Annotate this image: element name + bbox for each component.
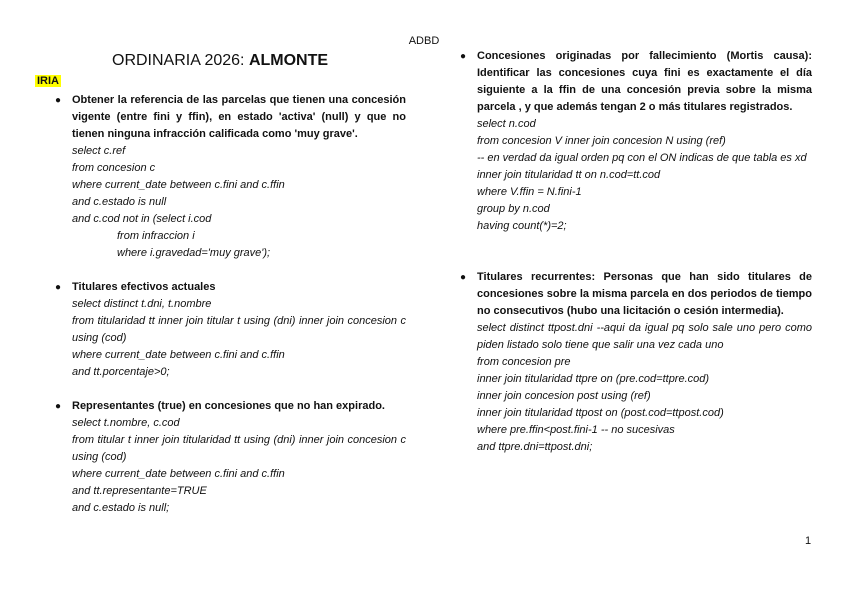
code-line: where V.ffin = N.fini-1 bbox=[477, 186, 582, 198]
code-line: from infraccion i bbox=[117, 230, 195, 242]
right-column bbox=[460, 48, 812, 456]
code-line: select n.cod bbox=[477, 118, 536, 130]
code-line: select c.ref bbox=[72, 145, 126, 157]
code-line: where current_date between c.fini and c.ffin bbox=[72, 349, 285, 361]
code-line: group by n.cod bbox=[477, 203, 550, 215]
code-line: having count(*)=2; bbox=[477, 220, 567, 232]
list-item bbox=[55, 279, 406, 381]
bullet-icon: ● bbox=[55, 282, 62, 293]
code-line: inner join titularidad ttpost on (post.cod=ttpost.cod) bbox=[477, 407, 724, 419]
sql-code bbox=[72, 415, 406, 517]
page-number: 1 bbox=[805, 535, 812, 547]
left-column bbox=[55, 92, 406, 517]
page-title bbox=[112, 52, 328, 70]
code-line: from titularidad tt inner join titular t using (dni) inner join concesion c using (cod) bbox=[72, 315, 406, 344]
code-line: from concesion c bbox=[72, 162, 156, 174]
question-text: Representantes (true) en concesiones que no han expirado. bbox=[72, 400, 385, 412]
sql-code bbox=[72, 143, 406, 262]
code-line: inner join titularidad ttpre on (pre.cod=ttpre.cod) bbox=[477, 373, 710, 385]
code-line: where pre.ffin<post.fini-1 -- no sucesivas bbox=[477, 424, 675, 436]
code-line: inner join titularidad tt on n.cod=tt.cod bbox=[477, 169, 661, 181]
page-header: ADBD bbox=[408, 35, 440, 47]
bullet-icon: ● bbox=[460, 272, 467, 283]
bullet-icon: ● bbox=[55, 401, 62, 412]
code-line: -- en verdad da igual orden pq con el ON indicas de que tabla es xd bbox=[477, 152, 807, 164]
code-line: where current_date between c.fini and c.ffin bbox=[72, 468, 285, 480]
question-text: Titulares recurrentes: Personas que han sido titulares de concesiones sobre la misma parcela en dos periodos de tiempo no consecutivos (hubo una licitación o cesión intermedia). bbox=[477, 271, 812, 317]
question-text: Concesiones originadas por fallecimiento (Mortis causa): Identificar las concesiones cuya fini es exactamente el día siguiente a la ffin de una concesión previa sobre la misma parcela , y que además tengan 2 o más titulares registrados. bbox=[477, 50, 812, 113]
code-line: from concesion pre bbox=[477, 356, 571, 368]
code-line: and tt.representante=TRUE bbox=[72, 485, 207, 497]
code-line: and ttpre.dni=ttpost.dni; bbox=[477, 441, 593, 453]
bullet-icon: ● bbox=[460, 51, 467, 62]
code-line: where current_date between c.fini and c.ffin bbox=[72, 179, 285, 191]
title-prefix: ORDINARIA 2026: bbox=[112, 52, 249, 69]
code-line: where i.gravedad='muy grave'); bbox=[117, 247, 271, 259]
bullet-icon: ● bbox=[55, 95, 62, 106]
question-text: Titulares efectivos actuales bbox=[72, 281, 216, 293]
code-line: from titular t inner join titularidad tt using (dni) inner join concesion c using (cod) bbox=[72, 434, 406, 463]
sql-code bbox=[477, 116, 812, 235]
list-item bbox=[460, 269, 812, 456]
list-item bbox=[460, 48, 812, 235]
sql-code bbox=[477, 320, 812, 456]
code-line: inner join concesion post using (ref) bbox=[477, 390, 651, 402]
sql-code bbox=[72, 296, 406, 381]
code-line: select t.nombre, c.cod bbox=[72, 417, 180, 429]
highlighted-name: IRIA bbox=[37, 75, 59, 87]
code-line: and tt.porcentaje>0; bbox=[72, 366, 170, 378]
list-item bbox=[55, 398, 406, 517]
title-bold: ALMONTE bbox=[248, 52, 329, 69]
question-text: Obtener la referencia de las parcelas que tienen una concesión vigente (entre fini y ffin), en estado 'activa' (null) y que no tienen ninguna infracción calificada como 'muy grave'. bbox=[72, 94, 406, 140]
code-line: and c.estado is null; bbox=[72, 502, 170, 514]
code-line: and c.estado is null bbox=[72, 196, 167, 208]
code-line: select distinct t.dni, t.nombre bbox=[72, 298, 212, 310]
code-line: from concesion V inner join concesion N using (ref) bbox=[477, 135, 726, 147]
code-line: and c.cod not in (select i.cod bbox=[72, 213, 212, 225]
code-line: select distinct ttpost.dni --aqui da igual pq solo sale uno pero como piden listado solo tiene que salir una vez cada uno bbox=[477, 322, 812, 351]
list-item bbox=[55, 92, 406, 262]
